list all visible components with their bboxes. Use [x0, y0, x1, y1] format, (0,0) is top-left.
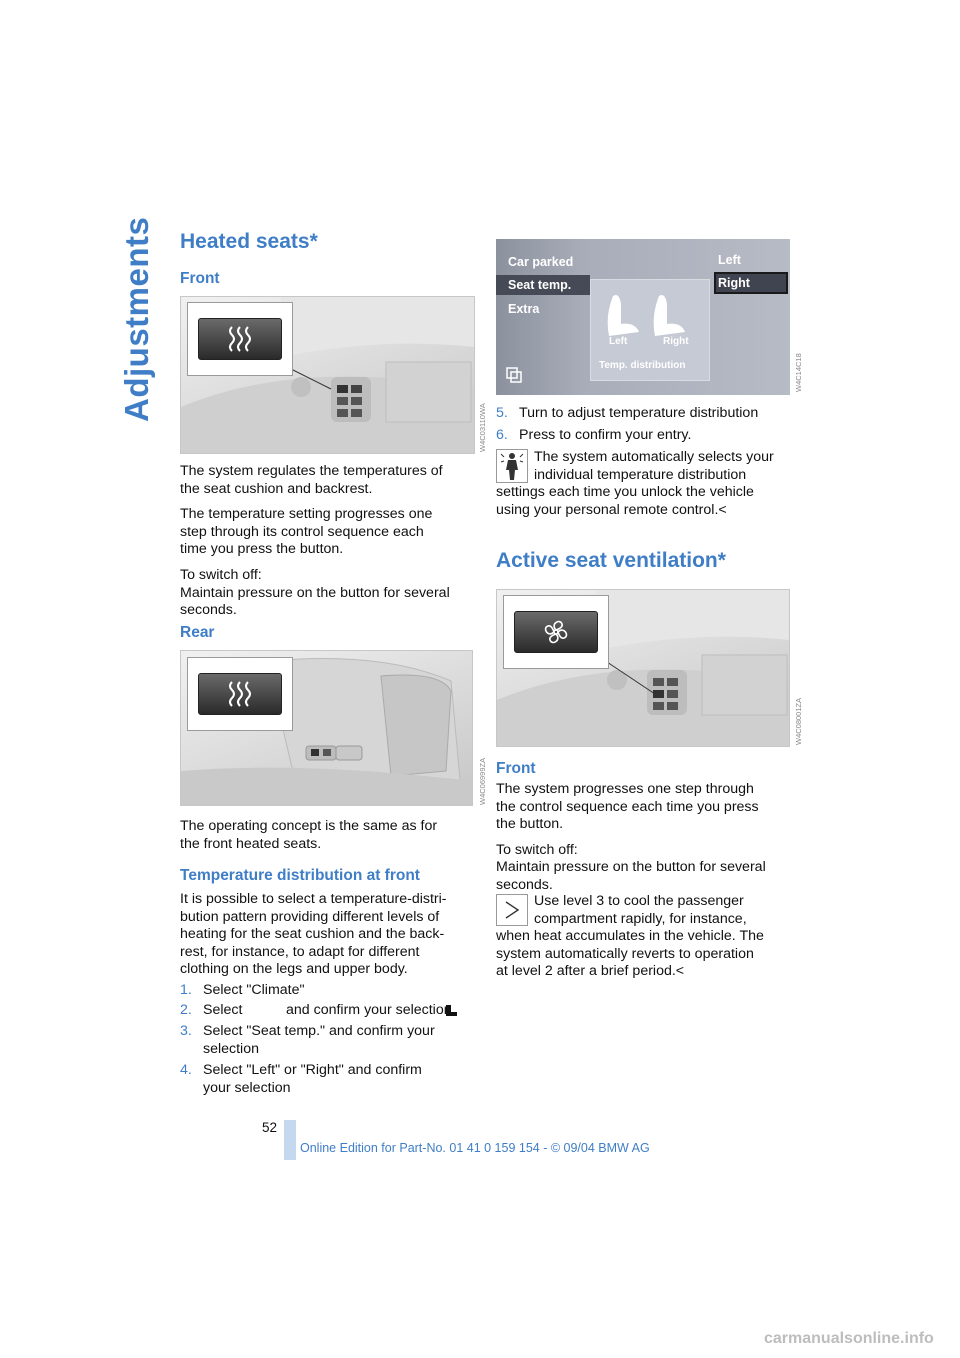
- text-line: the button.: [496, 816, 564, 833]
- step-text: Select "Seat temp." and confirm your: [203, 1023, 435, 1039]
- temp-distribution-text: [180, 891, 480, 979]
- text-line: heating for the seat cushion and the back-: [180, 926, 445, 943]
- back-icon: [506, 367, 522, 383]
- image-code: W4C06999ZA: [478, 757, 487, 805]
- step-2: [180, 1002, 480, 1020]
- step-number: 6.: [496, 427, 508, 443]
- step-5: [496, 405, 796, 423]
- image-code: W4C08001ZA: [794, 697, 803, 745]
- heated-seat-button: [198, 673, 282, 715]
- heated-rear-photo: [180, 650, 473, 806]
- text-line: Maintain pressure on the button for several: [180, 584, 450, 601]
- ventilation-text: [496, 781, 796, 895]
- heated-front-photo: [180, 296, 475, 454]
- fan-icon: [515, 612, 597, 652]
- step-text: Press to confirm your entry.: [519, 427, 692, 443]
- seat-heat-icon: [199, 674, 281, 714]
- heated-seat-button: [198, 318, 282, 360]
- step-number: 5.: [496, 405, 508, 421]
- menu-item-extra: Extra: [508, 302, 540, 316]
- step-text: Select "Climate": [203, 982, 305, 998]
- distribution-panel: [590, 279, 710, 381]
- text-line: at level 2 after a brief period.<: [496, 963, 685, 980]
- text-line: using your personal remote control.<: [496, 501, 727, 518]
- step-text: Turn to adjust temperature distribution: [519, 405, 759, 421]
- text-line: rest, for instance, to adapt for different: [180, 943, 420, 960]
- section-tab: [118, 216, 158, 432]
- step-text: Select: [203, 1002, 243, 1018]
- text-line: To switch off:: [496, 841, 578, 858]
- heated-front-text: [180, 463, 480, 620]
- text-line: The system automatically selects your: [534, 449, 774, 465]
- text-line: the control sequence each time you press: [496, 798, 759, 815]
- step-text: your selection: [203, 1079, 291, 1096]
- text-line: It is possible to select a temperature-distri-: [180, 891, 447, 907]
- button-inset: [187, 657, 293, 731]
- footer-bar: [284, 1120, 296, 1160]
- step-number: 2.: [180, 1002, 192, 1018]
- step-text: and confirm your selection: [286, 1002, 452, 1018]
- text-line: The system progresses one step through: [496, 781, 754, 797]
- step-number: 1.: [180, 982, 192, 998]
- ventilation-photo: [496, 589, 790, 747]
- text-line: Use level 3 to cool the passenger: [534, 893, 744, 909]
- button-inset: [503, 595, 609, 669]
- text-line: Maintain pressure on the button for several: [496, 859, 766, 876]
- heated-rear-heading: Rear: [180, 624, 215, 641]
- text-line: clothing on the legs and upper body.: [180, 961, 408, 978]
- text-line: To switch off:: [180, 566, 262, 583]
- text-line: compartment rapidly, for instance,: [534, 910, 747, 927]
- text-line: bution pattern providing different levels of: [180, 908, 440, 925]
- step-6: [496, 427, 796, 445]
- text-line: The temperature setting progresses one: [180, 506, 433, 523]
- seat-left-label: Left: [609, 336, 628, 347]
- step-3: [180, 1023, 480, 1059]
- text-line: individual temperature distribution: [534, 466, 747, 483]
- image-code: W4C03110WA: [478, 403, 487, 452]
- section-tab-label: Adjustments: [118, 216, 155, 422]
- text-line: step through its control sequence each: [180, 523, 424, 540]
- text-line: The operating concept is the same as for: [180, 818, 438, 834]
- text-line: the seat cushion and backrest.: [180, 480, 373, 497]
- image-code: W4C14C18: [794, 353, 803, 392]
- temp-distribution-heading: Temperature distribution at front: [180, 867, 420, 884]
- step-number: 4.: [180, 1062, 192, 1078]
- heated-rear-text: [180, 818, 480, 853]
- step-number: 3.: [180, 1023, 192, 1039]
- heated-front-heading: Front: [180, 270, 220, 287]
- text-line: the front heated seats.: [180, 835, 322, 852]
- text-line: seconds.: [496, 876, 553, 893]
- text-line: system automatically reverts to operation: [496, 945, 754, 962]
- text-line: The system regulates the temperatures of: [180, 463, 443, 479]
- button-inset: [187, 302, 293, 376]
- heated-seats-title: Heated seats*: [180, 230, 318, 253]
- watermark: carmanualsonline.info: [764, 1330, 934, 1347]
- ventilation-title: Active seat ventilation*: [496, 549, 726, 572]
- edition-footer: Online Edition for Part-No. 01 41 0 159 154 - © 09/04 BMW AG: [300, 1141, 650, 1155]
- step-4: [180, 1062, 480, 1098]
- text-line: when heat accumulates in the vehicle. The: [496, 928, 764, 945]
- note-personal-profile: [496, 449, 796, 519]
- page-number: 52: [262, 1120, 278, 1135]
- seat-heat-icon: [199, 319, 281, 359]
- ventilation-button: [514, 611, 598, 653]
- step-text: selection: [203, 1040, 259, 1057]
- control-display-screen: [496, 239, 790, 395]
- menu-item-seat-temp: Seat temp.: [508, 278, 572, 292]
- note-ventilation-level: [496, 893, 796, 981]
- text-line: settings each time you unlock the vehicle: [496, 484, 754, 501]
- distribution-caption: Temp. distribution: [599, 360, 686, 371]
- ventilation-front-heading: Front: [496, 760, 536, 777]
- text-line: time you press the button.: [180, 541, 344, 558]
- option-right: Right: [718, 276, 750, 290]
- seat-right-label: Right: [663, 336, 689, 347]
- text-line: seconds.: [180, 602, 237, 619]
- step-1: [180, 982, 480, 1000]
- menu-item-car-parked: Car parked: [508, 255, 574, 269]
- option-left: Left: [718, 253, 741, 267]
- step-text: Select "Left" or "Right" and confirm: [203, 1062, 422, 1078]
